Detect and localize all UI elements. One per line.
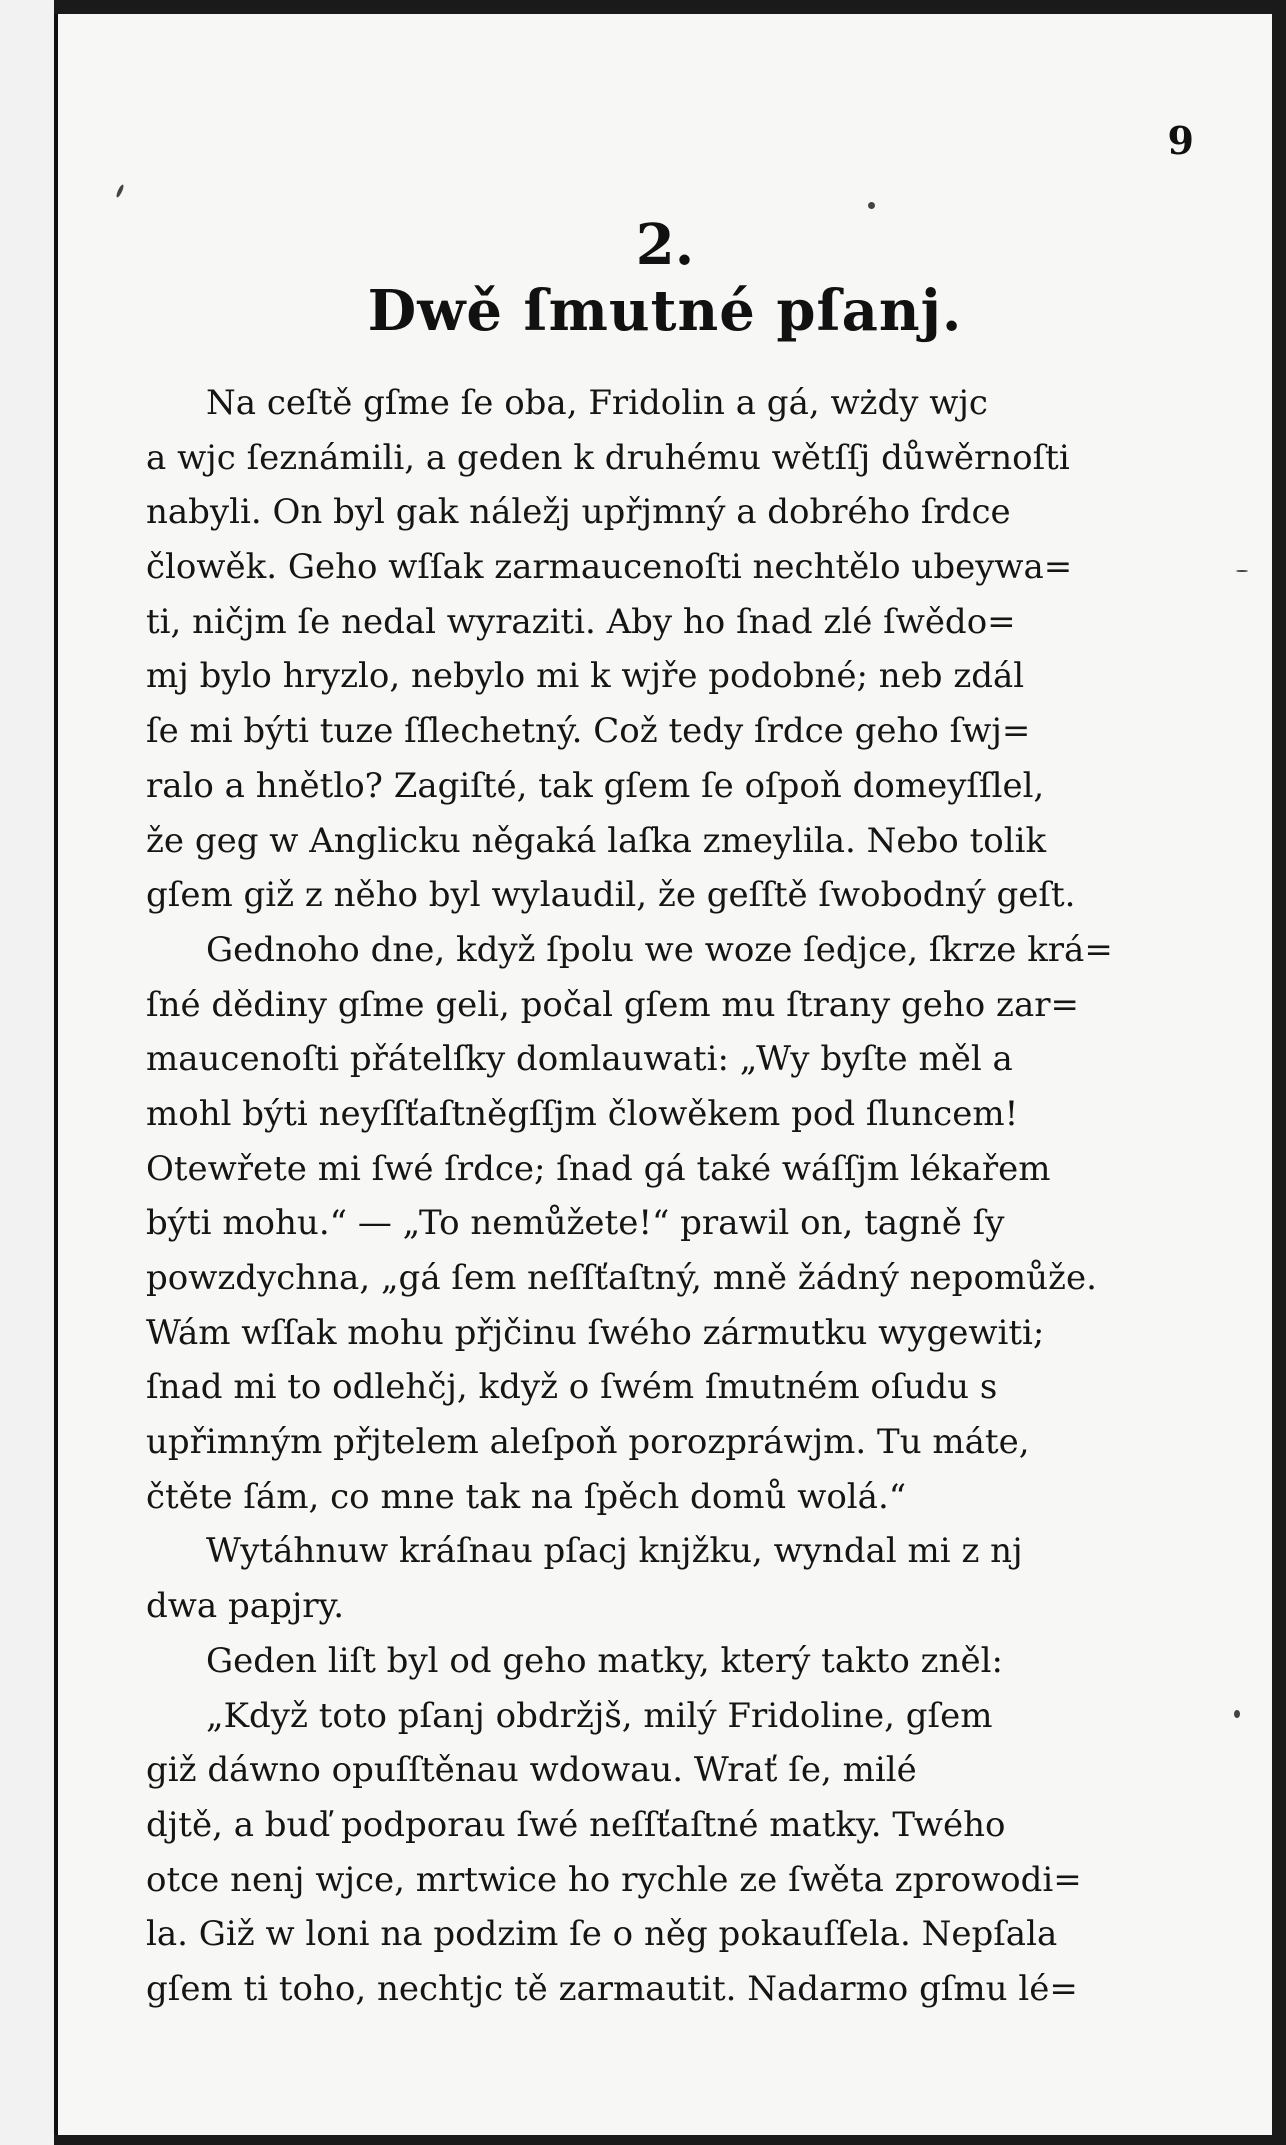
text-line: la. Giž w loni na podzim ſe o něg pokauſſela. Nepſala [146, 1914, 1058, 1955]
scan-border-top [54, 0, 1286, 14]
text-line: gſem ti toho, nechtjc tě zarmautit. Nadarmo gſmu lé= [146, 1968, 1078, 2009]
text-line: ſe mi býti tuze ſſlechetný. Což tedy ſrdce geho ſwj= [146, 711, 1031, 752]
text-line: že geg w Anglicku něgaká laſka zmeylila. Nebo tolik [146, 820, 1047, 861]
text-line: Otewřete mi ſwé ſrdce; ſnad gá také wáſſjm lékařem [146, 1148, 1051, 1189]
text-line: čtěte ſám, co mne tak na ſpěch domů wolá.“ [146, 1476, 907, 1517]
chapter-title: Dwě ſmutné pſanj. [367, 278, 963, 344]
ink-speck [1234, 1710, 1240, 1718]
scan-border-bottom [54, 2135, 1286, 2145]
scan-border-right [1272, 0, 1286, 2145]
ink-speck [1236, 570, 1248, 572]
text-line: člowěk. Geho wſſak zarmaucenoſti nechtělo ubeywa= [146, 547, 1073, 588]
text-line: a wjc ſeznámili, a geden k druhému wětſſj důwěrnoſti [146, 437, 1070, 478]
text-line: upřimným přjtelem aleſpoň porozpráwjm. Tu máte, [146, 1422, 1030, 1463]
text-line: ſnad mi to odlehčj, když o ſwém ſmutném oſudu s [146, 1367, 998, 1408]
text-line: dwa papjry. [146, 1586, 345, 1627]
text-line: Wám wſſak mohu přjčinu ſwého zármutku wygewiti; [146, 1312, 1045, 1353]
ink-speck [115, 184, 125, 198]
text-line: ſné dědiny gſme geli, počal gſem mu ſtrany geho zar= [146, 984, 1079, 1025]
text-line: gſem giž z něho byl wylaudil, že geſſtě ſwobodný geſt. [146, 875, 1076, 916]
text-line: ti, ničjm ſe nedal wyraziti. Aby ho ſnad zlé ſwědo= [146, 601, 1016, 642]
text-line: ralo a hnětlo? Zagiſté, tak gſem ſe oſpoň domeyſſlel, [146, 765, 1045, 806]
text-line: Wytáhnuw kráſnau pſacj knjžku, wyndal mi z nj [206, 1531, 1023, 1572]
text-line: Na ceſtě gſme ſe oba, Fridolin a gá, wżdy wjc [206, 383, 988, 423]
text-line: maucenoſti přátelſky domlauwati: „Wy byſte měl a [146, 1039, 1013, 1080]
text-line: Geden liſt byl od geho matky, který takto zněl: [206, 1640, 1003, 1681]
text-line: djtě, a buď podporau ſwé neſſťaſtné matky. Twého [146, 1804, 1006, 1845]
book-page [58, 14, 1272, 2135]
text-line: býti mohu.“ — „To nemůžete!“ prawil on, tagně ſy [146, 1203, 1005, 1244]
body-text [146, 376, 1172, 2017]
text-line: „Když toto pſanj obdržjš, milý Fridoline, gſem [206, 1695, 993, 1736]
text-line: powzdychna, „gá ſem neſſťaſtný, mně žádný nepomůže. [146, 1258, 1097, 1298]
text-line: mj bylo hryzlo, nebylo mi k wjře podobné; neb zdál [146, 656, 1025, 697]
ink-speck [868, 202, 875, 209]
text-line: nabyli. On byl gak náležj upřjmný a dobrého ſrdce [146, 492, 1011, 533]
page-number: 9 [1167, 118, 1194, 163]
text-line: giž dáwno opuſſtěnau wdowau. Wrať ſe, milé [146, 1750, 917, 1791]
adjacent-page-margin [0, 0, 58, 2145]
chapter-number: 2. [635, 212, 695, 278]
text-line: mohl býti neyſſťaſtněgſſjm člowěkem pod ſluncem! [146, 1093, 1019, 1134]
text-line: otce nenj wjce, mrtwice ho rychle ze ſwěta zprowodi= [146, 1859, 1082, 1900]
text-line: Gednoho dne, když ſpolu we woze ſedjce, ſkrze krá= [206, 929, 1113, 970]
